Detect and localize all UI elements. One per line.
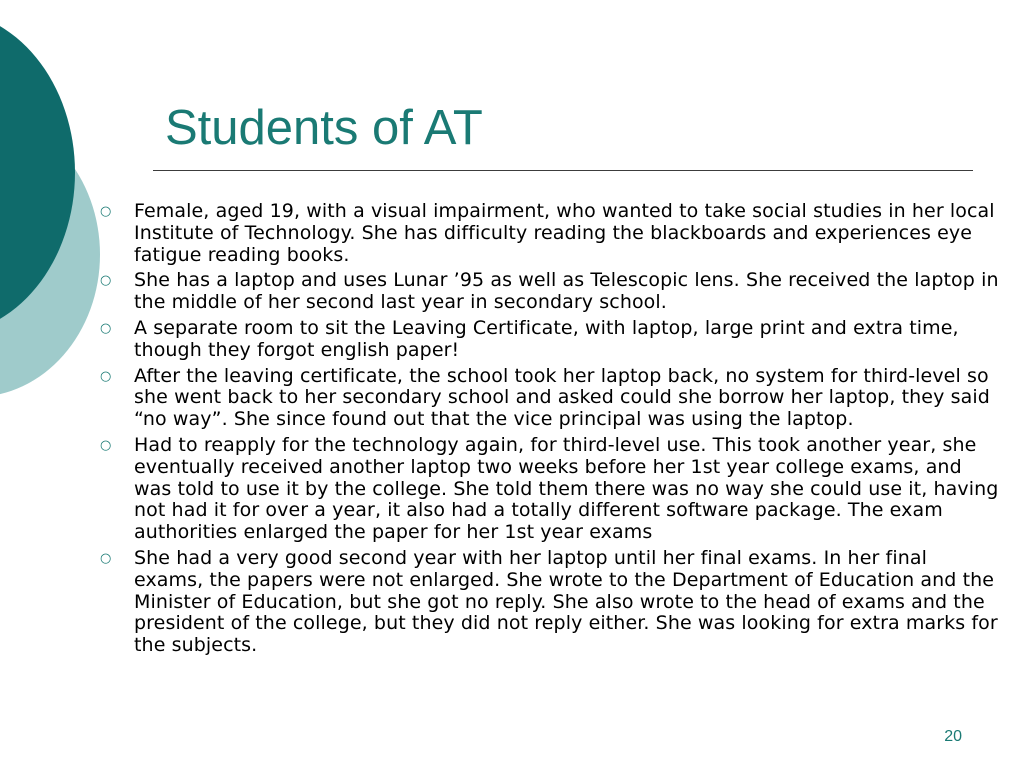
hollow-circle-bullet-icon: ○ [100,204,112,219]
bullet-list [100,201,1000,661]
bullet-text: Female, aged 19, with a visual impairment, who wanted to take social studies in her local Institute of Technology. She has difficulty reading the blackboards and experiences eye fatigue reading books. [134,200,995,266]
bullet-item [100,548,1000,657]
title-divider [153,170,973,171]
bullet-text: She has a laptop and uses Lunar ’95 as well as Telescopic lens. She received the laptop in the middle of her second last year in secondary school. [134,269,999,314]
hollow-circle-bullet-icon: ○ [100,550,112,566]
bullet-text: Had to reapply for the technology again, for third-level use. This took another year, she eventually received another laptop two weeks before her 1st year college exams, and was told to use it by the college. She told them there was no way she could use it, having not had it for over a year, it also had a totally different software package. The exam authorities enlarged the paper for her 1st year exams [134,433,999,544]
bullet-item [100,318,1000,362]
hollow-circle-bullet-icon: ○ [100,273,112,289]
bullet-item [100,435,1000,544]
bullet-text: She had a very good second year with her laptop until her final exams. In her final exams, the papers were not enlarged. She wrote to the Department of Education and the Minister of Education, but she got no reply. She also wrote to the head of exams and the president of the college, but they did not reply either. She was looking for extra marks for the subjects. [134,546,998,657]
bullet-text: A separate room to sit the Leaving Certificate, with laptop, large print and extra time, though they forgot english paper! [134,316,959,361]
slide-title: Students of AT [165,101,483,155]
bullet-item [100,270,1000,314]
hollow-circle-bullet-icon: ○ [100,320,112,336]
hollow-circle-bullet-icon: ○ [100,368,112,384]
page-number: 20 [944,728,962,745]
hollow-circle-bullet-icon: ○ [100,437,112,453]
bullet-item [100,201,1000,266]
bullet-text: After the leaving certificate, the school took her laptop back, no system for third-level so she went back to her secondary school and asked could she borrow her laptop, they said “no way”. She since found out that the vice principal was using the laptop. [134,364,990,431]
bullet-item [100,366,1000,431]
